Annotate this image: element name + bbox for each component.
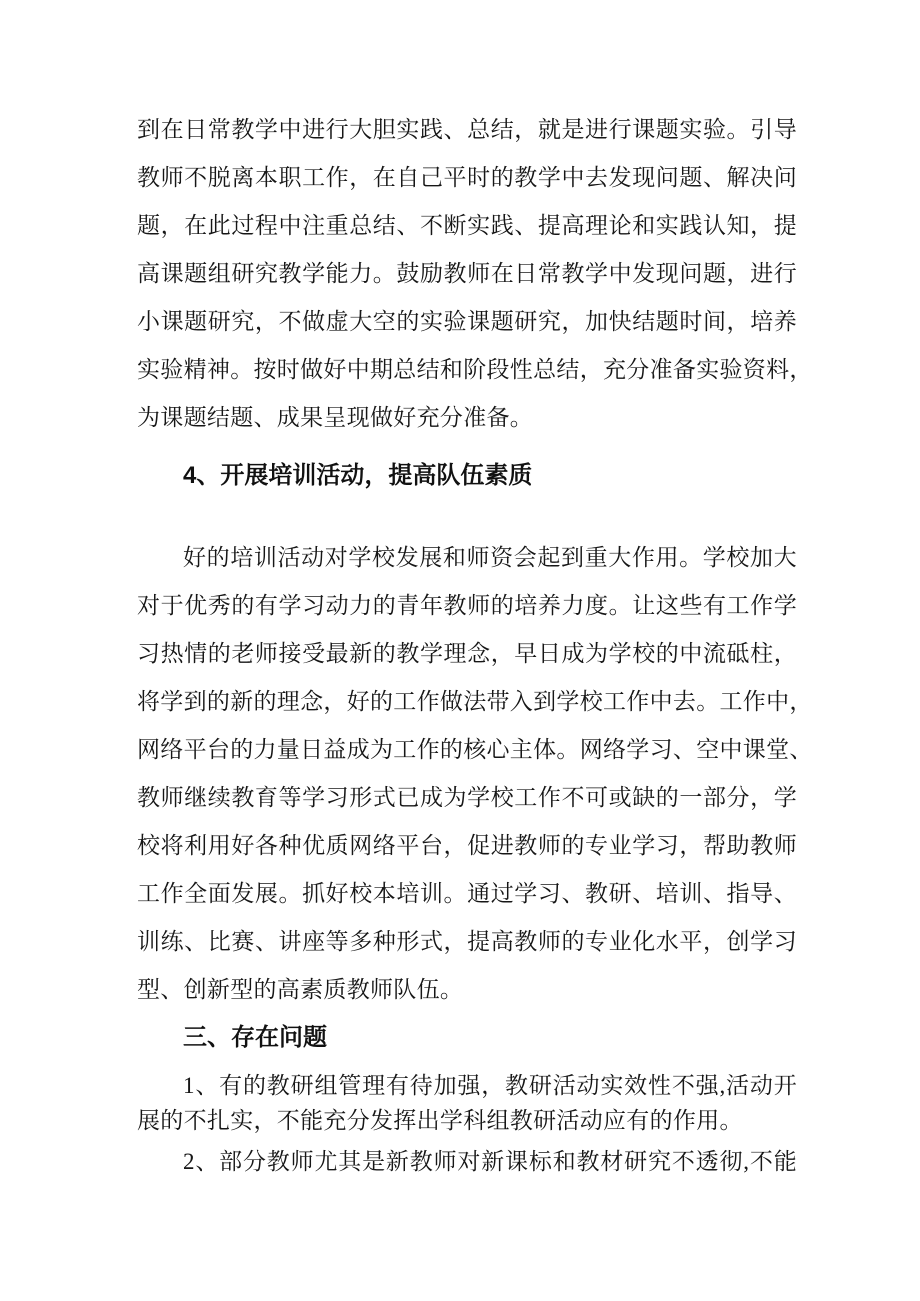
paragraph-line: 为课题结题、成果呈现做好充分准备。 (137, 405, 534, 430)
section-heading-3: 三、存在问题 (183, 1024, 327, 1051)
paragraph-line: 教师继续教育等学习形式已成为学校工作不可或缺的一部分，学 (137, 785, 797, 810)
section-heading-4: 4、开展培训活动，提高队伍素质 (183, 462, 533, 489)
problem-item-2 (137, 1144, 797, 1179)
paragraph-line: 教师不脱离本职工作，在自己平时的教学中去发现问题、解决问 (137, 165, 797, 190)
paragraph-line: 训练、比赛、讲座等多种形式，提高教师的专业化水平，创学习 (137, 929, 797, 954)
paragraph-continuation (137, 106, 813, 442)
paragraph-line: 校将利用好各种优质网络平台，促进教师的专业学习，帮助教师 (137, 833, 797, 858)
paragraph-line: 好的培训活动对学校发展和师资会起到重大作用。学校加大 (183, 545, 797, 570)
paragraph-line: 到在日常教学中进行大胆实践、总结，就是进行课题实验。引导 (137, 117, 797, 142)
paragraph-line: 习热情的老师接受最新的教学理念，早日成为学校的中流砥柱， (137, 641, 797, 666)
problem-item-1 (137, 1068, 797, 1138)
paragraph-line: 网络平台的力量日益成为工作的核心主体。网络学习、空中课堂、 (137, 737, 813, 762)
paragraph-line: 题，在此过程中注重总结、不断实践、提高理论和实践认知，提 (137, 213, 797, 238)
paragraph-line: 将学到的新的理念，好的工作做法带入到学校工作中去。工作中， (137, 689, 813, 714)
paragraph-line: 对于优秀的有学习动力的青年教师的培养力度。让这些有工作学 (137, 593, 797, 618)
problem-line: 1、有的教研组管理有待加强，教研活动实效性不强,活动开 (183, 1073, 797, 1098)
paragraph-line: 高课题组研究教学能力。鼓励教师在日常教学中发现问题，进行 (137, 261, 797, 286)
problem-line: 展的不扎实，不能充分发挥出学科组教研活动应有的作用。 (137, 1108, 743, 1133)
paragraph-line: 小课题研究，不做虚大空的实验课题研究，加快结题时间，培养 (137, 309, 797, 334)
paragraph-line: 工作全面发展。抓好校本培训。通过学习、教研、培训、指导、 (137, 881, 797, 906)
paragraph-section4 (137, 534, 813, 1014)
problem-line: 2、部分教师尤其是新教师对新课标和教材研究不透彻,不能 (183, 1149, 797, 1174)
paragraph-line: 实验精神。按时做好中期总结和阶段性总结，充分准备实验资料， (137, 357, 813, 382)
paragraph-line: 型、创新型的高素质教师队伍。 (137, 977, 464, 1002)
document-body (137, 106, 813, 1179)
